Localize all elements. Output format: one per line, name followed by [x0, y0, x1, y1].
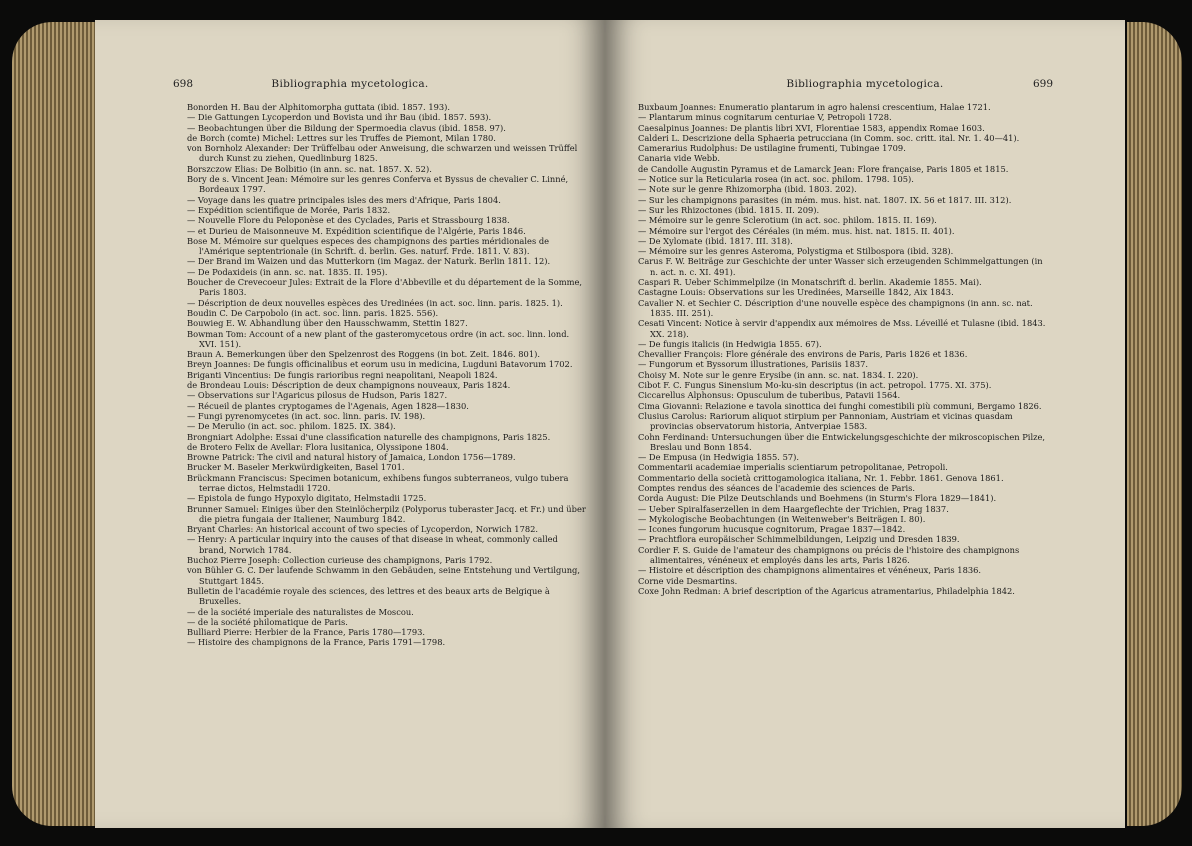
bibliography-entry: Bonorden H. Bau der Alphitomorpha guttata (ibid. 1857. 193). — [187, 102, 451, 112]
bibliography-entry: Cima Giovanni: Relazione e tavola sinottica dei funghi comestibili più communi, Bergamo 1826. — [638, 400, 1042, 411]
bibliography-entry: Brucker M. Baseler Merkwürdigkeiten, Basel 1701. — [187, 462, 405, 473]
left-page-header — [95, 78, 605, 94]
bibliography-entry: — Récueil de plantes cryptogames de l'Agenais, Agen 1828—1830. — [187, 400, 469, 411]
bibliography-entry: Bose M. Mémoire sur quelques especes des champignons des parties méridionales de l'Amérique septentrionale (in Schrift. d. berlin. Ges. naturf. Frde. 1811. V. 83). — [187, 235, 550, 257]
bibliography-entry: — De Podaxideis (in ann. sc. nat. 1835. II. 195). — [187, 266, 388, 277]
bibliography-entry: Cavalier N. et Sechier C. Déscription d'une nouvelle espèce des champignons (in ann. sc. nat. 1835. III. 251). — [638, 297, 1033, 318]
bibliography-entry: — Observations sur l'Agaricus pilosus de Hudson, Paris 1827. — [187, 390, 448, 401]
bibliography-entry: — Mémoire sur le genre Sclerotium (in act. soc. philom. 1815. II. 169). — [638, 215, 937, 226]
bibliography-entry: Cohn Ferdinand: Untersuchungen über die Entwickelungsgeschichte der mikroscopischen Pilze, Breslau und Bonn 1854. — [638, 431, 1046, 452]
bibliography-entry: Comptes rendus des séances de l'academie des sciences de Paris. — [638, 482, 915, 493]
bibliography-entry: Corda August: Die Pilze Deutschlands und Boehmens (in Sturm's Flora 1829—1841). — [638, 493, 997, 504]
bibliography-entry: Commentario della società crittogamologica italiana, Nr. 1. Febbr. 1861. Genova 1861. — [638, 472, 1004, 483]
bibliography-entry: — Fungi pyrenomycetes (in act. soc. linn. paris. IV. 198). — [187, 410, 426, 421]
bibliography-entry: Boucher de Crevecoeur Jules: Extrait de la Flore d'Abbeville et du département de la Somme, Paris 1803. — [187, 277, 582, 298]
bibliography-entry: — Notice sur la Reticularia rosea (in act. soc. philom. 1798. 105). — [638, 174, 914, 185]
bibliography-entry: Bryant Charles: An historical account of two species of Lycoperdon, Norwich 1782. — [187, 524, 539, 535]
bibliography-entry: de Brotero Felix de Avellar: Flora lusitanica, Olyssipone 1804. — [187, 441, 449, 452]
bibliography-entry: Caspari R. Ueber Schimmelpilze (in Monatschrift d. berlin. Akademie 1855. Mai). — [638, 277, 982, 288]
bibliography-entry: Buxbaum Joannes: Enumeratio plantarum in agro halensi crescentium, Halae 1721. — [638, 102, 991, 112]
bibliography-entry: Commentarii academiae imperialis scientiarum petropolitanae, Petropoli. — [638, 462, 948, 473]
bibliography-entry: — De Empusa (in Hedwigia 1855. 57). — [638, 452, 800, 463]
bibliography-entry: Bory de s. Vincent Jean: Mémoire sur les genres Conferva et Byssus de chevalier C. Linné, Bordeaux 1797. — [187, 174, 569, 195]
bibliography-entry: Caesalpinus Joannes: De plantis libri XVI, Florentiae 1583, appendix Romae 1603. — [638, 122, 985, 133]
bibliography-entry: Clusius Carolus: Rariorum aliquot stirpium per Pannoniam, Austriam et vicinas quasdam provincias observatorum historia, Antverpiae 1583. — [638, 410, 1013, 432]
bibliography-entry: Brunner Samuel: Einiges über den Steinlöcherpilz (Polyporus tuberaster Jacq. et Fr.) und über die pietra fungaia der Italiener, Naumburg 1842. — [187, 503, 586, 524]
bibliography-entry: — Mémoire sur les genres Asteroma, Polystigma et Stilbospora (ibid. 328). — [638, 246, 954, 257]
bibliography-entry: Coxe John Redman: A brief description of the Agaricus atramentarius, Philadelphia 1842. — [638, 585, 1015, 596]
bibliography-entry: — Sur les Rhizoctones (ibid. 1815. II. 209). — [638, 204, 820, 215]
bibliography-entry: Camerarius Rudolphus: De ustilagine frumenti, Tubingae 1709. — [638, 143, 906, 154]
running-title: Bibliographia mycetologica. — [786, 78, 944, 90]
bibliography-entry: Ciccarellus Alphonsus: Opusculum de tuberibus, Patavii 1564. — [638, 390, 901, 401]
left-book-edge — [12, 22, 102, 826]
bibliography-entry: Buchoz Pierre Joseph: Collection curieuse des champignons, Paris 1792. — [187, 555, 493, 566]
bibliography-entry: — et Durieu de Maisonneuve M. Expédition scientifique de l'Algérie, Paris 1846. — [187, 225, 526, 236]
bibliography-entry: — De Merulio (in act. soc. philom. 1825. IX. 384). — [187, 421, 396, 432]
bibliography-entry: Breyn Joannes: De fungis officinalibus et eorum usu in medicina, Lugduni Batavorum 1702. — [187, 359, 573, 370]
bibliography-entry: Brückmann Franciscus: Specimen botanicum, exhibens fungos subterraneos, vulgo tubera terrae dictos, Helmstadii 1720. — [187, 472, 569, 493]
bibliography-entry: — Déscription de deux nouvelles espèces des Uredinées (in act. soc. linn. paris. 1825. 1). — [187, 297, 563, 308]
bibliography-entry: — De Xylomate (ibid. 1817. III. 318). — [638, 235, 793, 246]
left-page — [95, 20, 605, 828]
bibliography-entry: Cordier F. S. Guide de l'amateur des champignons ou précis de l'histoire des champignons alimentaires, vénéneux et employés dans les arts, Paris 1826. — [638, 544, 1020, 566]
running-title: Bibliographia mycetologica. — [271, 78, 429, 90]
bibliography-entry: — de la société philomatique de Paris. — [187, 616, 348, 627]
page-number: 698 — [173, 78, 194, 90]
bibliography-entry: — De fungis italicis (in Hedwigia 1855. 67). — [638, 338, 822, 349]
bibliography-entry: — Expédition scientifique de Morée, Paris 1832. — [187, 204, 391, 215]
bibliography-entry: Bulletin de l'académie royale des sciences, des lettres et des beaux arts de Belgique à Bruxelles. — [187, 585, 550, 607]
bibliography-entry: — Nouvelle Flore du Peloponèse et des Cyclades, Paris et Strassbourg 1838. — [187, 215, 510, 226]
bibliography-entry: Bouwieg E. W. Abhandlung über den Hausschwamm, Stettin 1827. — [187, 318, 468, 329]
bibliography-entry: — Histoire des champignons de la France, Paris 1791—1798. — [187, 637, 446, 648]
bibliography-entry: Corne vide Desmartins. — [638, 575, 738, 586]
bibliography-entry: — Histoire et déscription des champignons alimentaires et vénéneux, Paris 1836. — [638, 565, 982, 576]
bibliography-entry: von Bühler G. C. Der laufende Schwamm in den Gebäuden, seine Entstehung und Vertilgung, Stuttgart 1845. — [187, 565, 581, 586]
right-page-header — [605, 78, 1125, 94]
bibliography-entry: Calderi L. Descrizione della Sphaeria petrucciana (in Comm. soc. critt. ital. Nr. 1. 40—41). — [638, 132, 1020, 143]
bibliography-entry: — Epistola de fungo Hypoxylo digitato, Helmstadii 1725. — [187, 493, 427, 504]
right-bibliography-entries — [638, 102, 1053, 818]
bibliography-entry: de Brondeau Louis: Déscription de deux champignons nouveaux, Paris 1824. — [187, 380, 511, 391]
bibliography-entry: — Prachtflora europäischer Schimmelbildungen, Leipzig und Dresden 1839. — [638, 534, 960, 545]
bibliography-entry: Bowman Tom: Account of a new plant of the gasteromycetous ordre (in act. soc. linn. lond. XVI. 151). — [187, 328, 570, 349]
right-book-edge — [1127, 22, 1182, 826]
page-number: 699 — [1032, 78, 1053, 90]
bibliography-entry: Boudin C. De Carpobolo (in act. soc. linn. paris. 1825. 556). — [187, 307, 439, 318]
bibliography-entry: — Note sur le genre Rhizomorpha (ibid. 1803. 202). — [638, 184, 857, 195]
bibliography-entry: Brongniart Adolphe: Essai d'une classification naturelle des champignons, Paris 1825. — [187, 431, 551, 442]
left-bibliography-entries — [187, 102, 587, 818]
bibliography-entry: Cesati Vincent: Notice à servir d'appendix aux mémoires de Mss. Léveillé et Tulasne (ibid. 1843. XX. 218). — [638, 318, 1046, 339]
bibliography-entry: Borszczow Elias: De Bolbitio (in ann. sc. nat. 1857. X. 52). — [187, 163, 432, 174]
bibliography-entry: — Sur les champignons parasites (in mém. mus. hist. nat. 1807. IX. 56 et 1817. III. 312). — [638, 194, 1012, 205]
bibliography-entry: — Henry: A particular inquiry into the causes of that disease in wheat, commonly called brand, Norwich 1784. — [187, 534, 558, 555]
bibliography-entry: de Borch (comte) Michel: Lettres sur les Truffes de Piemont, Milan 1780. — [187, 132, 496, 143]
bibliography-entry: — Plantarum minus cognitarum centuriae V, Petropoli 1728. — [638, 112, 892, 123]
right-page — [605, 20, 1125, 828]
bibliography-entry: — Der Brand im Waizen und das Mutterkorn (im Magaz. der Naturk. Berlin 1811. 12). — [187, 256, 551, 267]
bibliography-entry: von Bornholz Alexander: Der Trüffelbau oder Anweisung, die schwarzen und weissen Trüffel durch Kunst zu ziehen, Quedlinburg 1825. — [187, 143, 578, 164]
bibliography-entry: Browne Patrick: The civil and natural history of Jamaica, London 1756—1789. — [187, 452, 516, 463]
bibliography-entry: Bulliard Pierre: Herbier de la France, Paris 1780—1793. — [187, 627, 426, 638]
bibliography-entry: — Fungorum et Byssorum illustrationes, Parisiis 1837. — [638, 359, 869, 370]
bibliography-entry: — Mémoire sur l'ergot des Céréales (in mém. mus. hist. nat. 1815. II. 401). — [638, 225, 955, 236]
bibliography-entry: Choisy M. Note sur le genre Erysibe (in ann. sc. nat. 1834. I. 220). — [638, 369, 919, 380]
bibliography-entry: Braun A. Bemerkungen über den Spelzenrost des Roggens (in bot. Zeit. 1846. 801). — [187, 349, 540, 360]
bibliography-entry: Canaria vide Webb. — [638, 153, 721, 164]
bibliography-entry: — Mykologische Beobachtungen (in Weitenweber's Beiträgen I. 80). — [638, 513, 926, 524]
bibliography-entry: Carus F. W. Beiträge zur Geschichte der unter Wasser sich erzeugenden Schimmelgattungen (in n. act. n. c. XI. 491). — [638, 256, 1043, 277]
bibliography-entry: Chevallier François: Flore générale des environs de Paris, Paris 1826 et 1836. — [638, 349, 968, 360]
bibliography-entry: — de la société imperiale des naturalistes de Moscou. — [187, 606, 414, 617]
bibliography-entry: Castagne Louis: Observations sur les Uredinées, Marseille 1842, Aix 1843. — [638, 287, 954, 298]
bibliography-entry: — Ueber Spiralfaserzellen in dem Haargeflechte der Trichien, Prag 1837. — [638, 503, 949, 514]
bibliography-entry: — Icones fungorum hucusque cognitorum, Pragae 1837—1842. — [638, 524, 906, 535]
bibliography-entry: — Voyage dans les quatre principales isles des mers d'Afrique, Paris 1804. — [187, 194, 501, 205]
bibliography-entry: Cibot F. C. Fungus Sinensium Mo-ku-sin descriptus (in act. petropol. 1775. XI. 375). — [638, 380, 992, 391]
bibliography-entry: — Beobachtungen über die Bildung der Spermoedia clavus (ibid. 1858. 97). — [187, 122, 506, 133]
bibliography-entry: Briganti Vincentius: De fungis rarioribus regni neapolitani, Neapoli 1824. — [187, 369, 498, 380]
bibliography-entry: de Candolle Augustin Pyramus et de Lamarck Jean: Flore française, Paris 1805 et 1815. — [638, 163, 1009, 174]
bibliography-entry: — Die Gattungen Lycoperdon und Bovista und ihr Bau (ibid. 1857. 593). — [187, 112, 492, 123]
